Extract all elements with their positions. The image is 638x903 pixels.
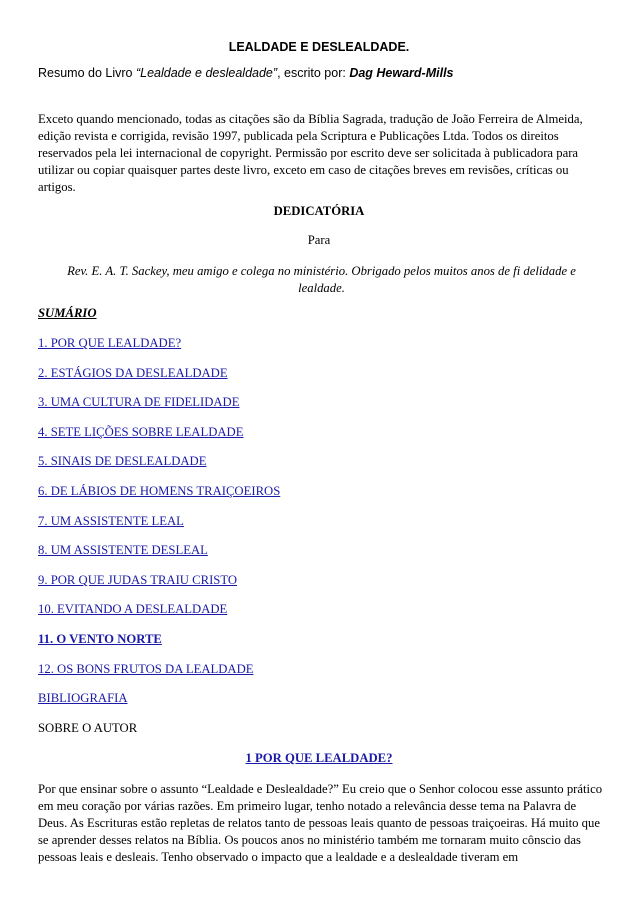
toc-link-chapter-11[interactable]: 11. O VENTO NORTE <box>38 632 162 646</box>
dedication-text: Rev. E. A. T. Sackey, meu amigo e colega no ministério. Obrigado pelos muitos anos de fi delidade e lealdade. <box>67 264 576 295</box>
toc-link-chapter-3[interactable]: 3. UMA CULTURA DE FIDELIDADE <box>38 395 240 409</box>
toc-link-chapter-12[interactable]: 12. OS BONS FRUTOS DA LEALDADE <box>38 662 254 676</box>
toc-link-chapter-9[interactable]: 9. POR QUE JUDAS TRAIU CRISTO <box>38 573 238 587</box>
toc-link-chapter-10[interactable]: 10. EVITANDO A DESLEALDADE <box>38 602 228 616</box>
toc-link-chapter-8[interactable]: 8. UM ASSISTENTE DESLEAL <box>38 543 208 557</box>
dedication-heading: DEDICATÓRIA <box>273 204 365 218</box>
chapter-1-heading[interactable]: 1 POR QUE LEALDADE? <box>245 751 393 765</box>
subtitle-prefix: Resumo do Livro <box>38 66 136 80</box>
document-subtitle <box>38 66 454 80</box>
dedication-para: Para <box>307 233 331 247</box>
toc-link-chapter-7[interactable]: 7. UM ASSISTENTE LEAL <box>38 514 184 528</box>
book-title: “Lealdade e deslealdade” <box>135 66 278 80</box>
toc-link-chapter-4[interactable]: 4. SETE LIÇÕES SOBRE LEALDADE <box>38 425 244 439</box>
toc-link-chapter-5[interactable]: 5. SINAIS DE DESLEALDADE <box>38 454 207 468</box>
book-author: Dag Heward-Mills <box>349 66 454 80</box>
chapter-1-body: Por que ensinar sobre o assunto “Lealdade e Deslealdade?” Eu creio que o Senhor colocou esse assunto prático em meu coração por várias razões. Em primeiro lugar, tenho notado a relevância desse tema na Palavra de Deus. As Escrituras estão repletas de relatos tanto de pessoas leais quanto de pessoas traiçoeiras. Há muito que se aprender desses relatos na Bíblia. Os poucos anos no ministério também me tornaram muito cônscio das pessoas leais e desleais. Tenho observado o impacto que a lealdade e a deslealdade tiveram em <box>38 782 603 864</box>
subtitle-mid: , escrito por: <box>277 66 350 80</box>
toc-link-chapter-6[interactable]: 6. DE LÁBIOS DE HOMENS TRAIÇOEIROS <box>38 484 281 498</box>
toc-heading: SUMÁRIO <box>38 306 97 320</box>
toc-link-chapter-1[interactable]: 1. POR QUE LEALDADE? <box>38 336 182 350</box>
chapter-1-heading-wrap <box>0 751 638 766</box>
toc-link-chapter-2[interactable]: 2. ESTÁGIOS DA DESLEALDADE <box>38 366 228 380</box>
toc-about-author: SOBRE O AUTOR <box>38 721 138 735</box>
document-title: LEALDADE E DESLEALDADE. <box>228 40 410 54</box>
copyright-notice: Exceto quando mencionado, todas as citações são da Bíblia Sagrada, tradução de João Ferreira de Almeida, edição revista e corrigida, revisão 1997, publicada pela Scriptura e Publicações Ltda. Todos os direitos reservados pela lei internacional de copyright. Permissão por escrito deve ser solicitada à publicadora para utilizar ou copiar quaisquer partes deste livro, exceto em caso de citações breves em revisões, críticas ou artigos. <box>38 112 583 194</box>
toc-link-bibliography[interactable]: BIBLIOGRAFIA <box>38 691 128 705</box>
